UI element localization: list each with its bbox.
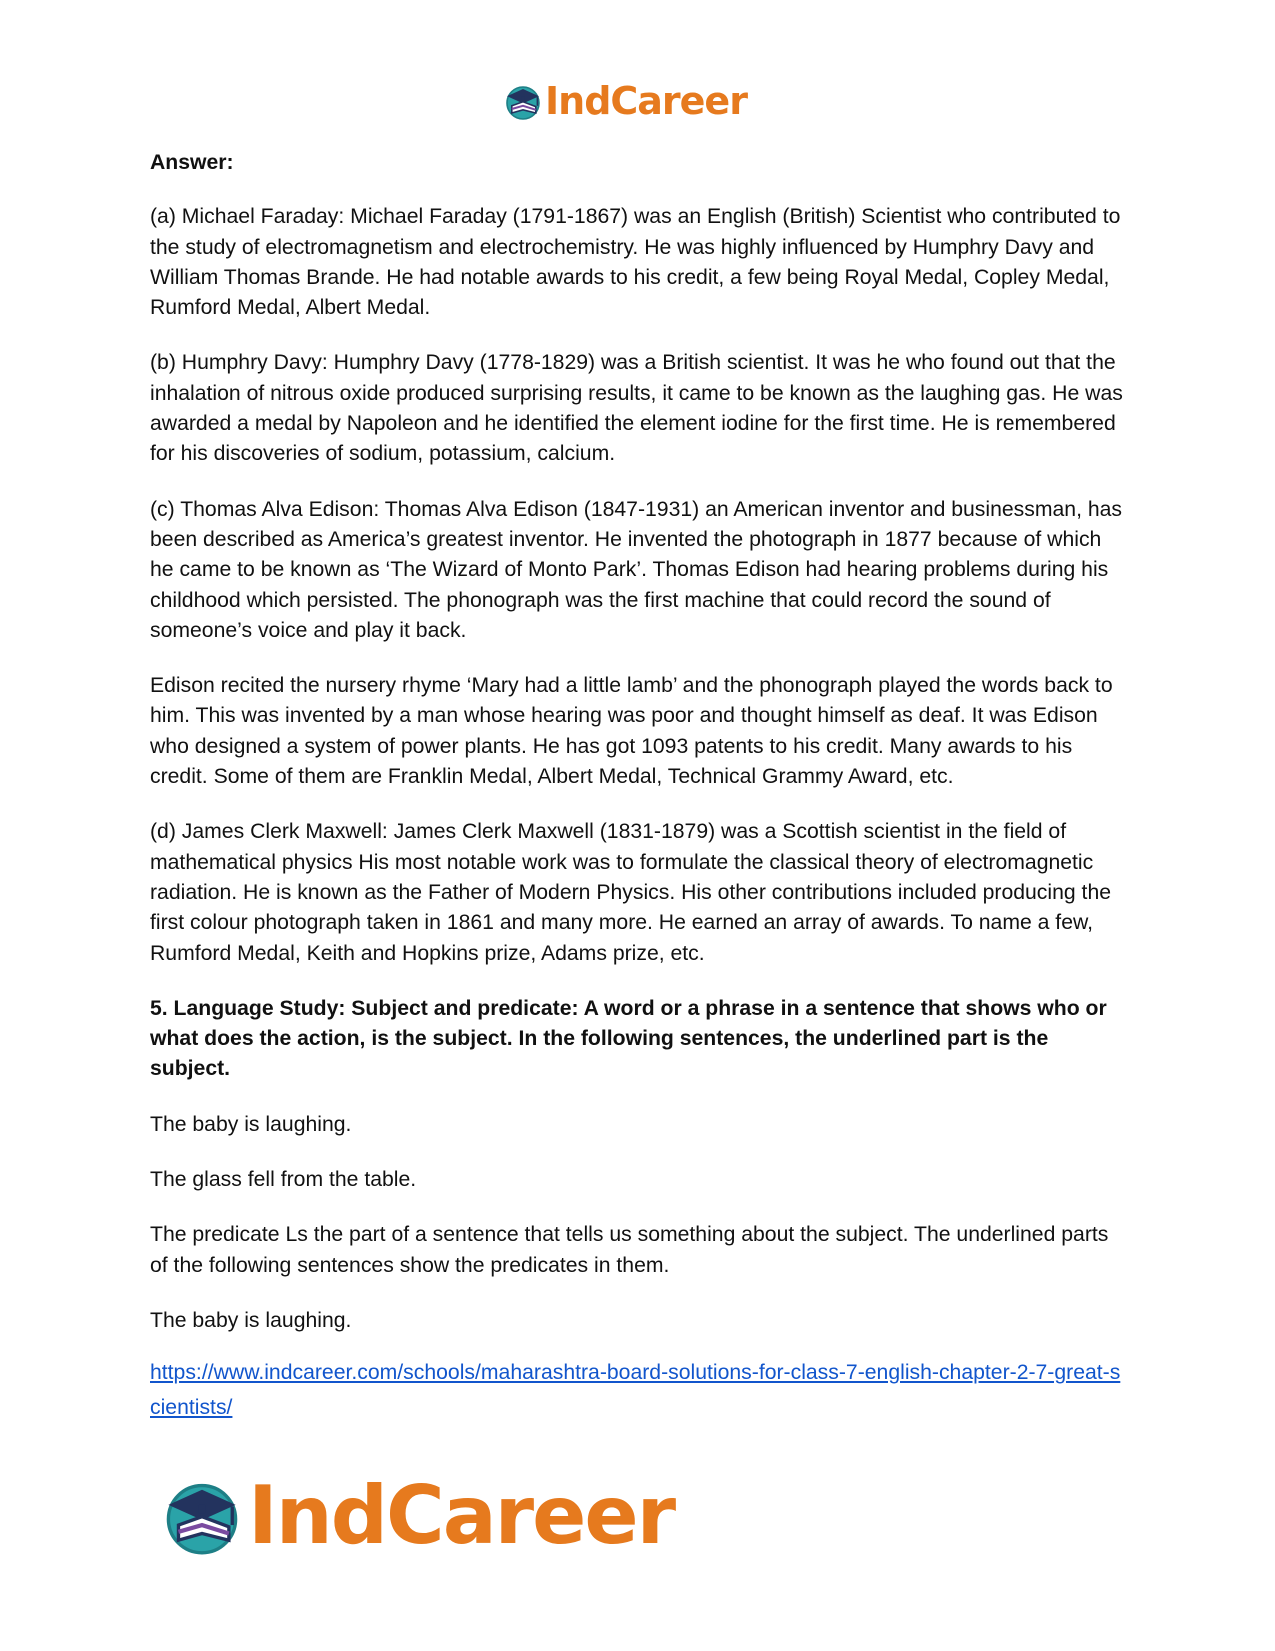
answer-label: Answer:: [150, 151, 234, 174]
example-sentence-2: The glass fell from the table.: [150, 1168, 417, 1192]
example-sentence-1: The baby is laughing.: [150, 1112, 352, 1136]
header-logo: [503, 78, 747, 124]
logo-wordmark: IndCareer: [545, 79, 747, 123]
source-link[interactable]: https://www.indcareer.com/schools/maharashtra-board-solutions-for-class-7-english-chapter-2-7-great-scientists/: [150, 1361, 1121, 1420]
graduation-book-icon: [160, 1473, 244, 1557]
paragraph-faraday: (a) Michael Faraday: Michael Faraday (1791-1867) was an English (British) Scientist who contributed to the study of electromagnetism and electrochemistry. He was highly influenced by Humphry Davy and William Thomas Brande. He had notable awards to his credit, a few being Royal Medal, Copley Medal, Rumford Medal, Albert Medal.: [150, 205, 1121, 320]
predicate-intro: The predicate Ls the part of a sentence that tells us something about the subject. The underlined parts of the following sentences show the predicates in them.: [150, 1223, 1109, 1277]
document-body: [150, 148, 1130, 1425]
paragraph-davy: (b) Humphry Davy: Humphry Davy (1778-1829) was a British scientist. It was he who found out that the inhalation of nitrous oxide produced surprising results, it came to be known as the laughing gas. He was awarded a medal by Napoleon and he identified the element iodine for the first time. He is remembered for his discoveries of sodium, potassium, calcium.: [150, 351, 1123, 466]
paragraph-maxwell: (d) James Clerk Maxwell: James Clerk Maxwell (1831-1879) was a Scottish scientist in the field of mathematical physics His most notable work was to formulate the classical theory of electromagnetic radiation. He is known as the Father of Modern Physics. His other contributions included producing the first colour photograph taken in 1861 and many more. He earned an array of awards. To name a few, Rumford Medal, Keith and Hopkins prize, Adams prize, etc.: [150, 820, 1112, 965]
logo-wordmark: IndCareer: [248, 1468, 675, 1562]
paragraph-edison-2: Edison recited the nursery rhyme ‘Mary had a little lamb’ and the phonograph played the words back to him. This was invented by a man whose hearing was poor and thought himself as deaf. It was Edison who designed a system of power plants. He has got 1093 patents to his credit. Many awards to his credit. Some of them are Franklin Medal, Albert Medal, Technical Grammy Award, etc.: [150, 674, 1113, 789]
graduation-book-icon: [503, 81, 543, 121]
paragraph-edison-1: (c) Thomas Alva Edison: Thomas Alva Edison (1847-1931) an American inventor and businessman, has been described as America’s greatest inventor. He invented the photograph in 1877 because of which he came to be known as ‘The Wizard of Monto Park’. Thomas Edison had hearing problems during his childhood which persisted. The phonograph was the first machine that could record the sound of someone’s voice and play it back.: [150, 497, 1123, 642]
language-study-heading: 5. Language Study: Subject and predicate: A word or a phrase in a sentence that shows who or what does the action, is the subject. In the following sentences, the underlined part is the subject.: [150, 996, 1107, 1081]
example-sentence-3: The baby is laughing.: [150, 1308, 352, 1332]
footer-logo: [160, 1470, 674, 1560]
